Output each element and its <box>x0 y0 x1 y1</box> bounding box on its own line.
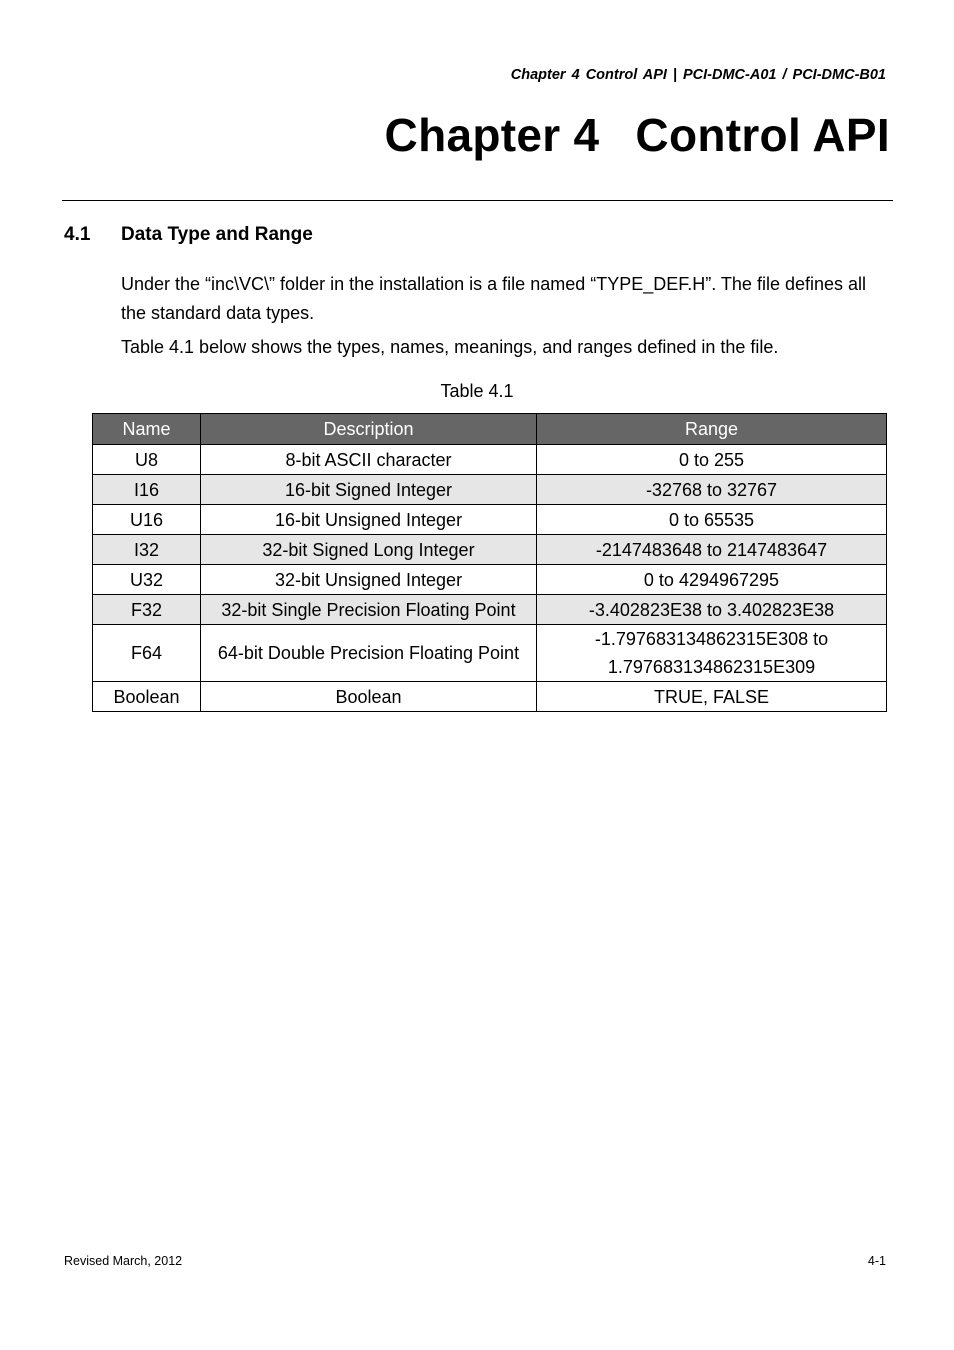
table-row <box>93 625 887 682</box>
cell-name: U32 <box>93 565 201 595</box>
table-row <box>93 535 887 565</box>
cell-description: 64-bit Double Precision Floating Point <box>201 625 537 682</box>
cell-name: I32 <box>93 535 201 565</box>
header-description: Description <box>201 414 537 445</box>
cell-range: -3.402823E38 to 3.402823E38 <box>537 595 887 625</box>
data-type-table <box>92 413 887 712</box>
cell-range: 0 to 4294967295 <box>537 565 887 595</box>
paragraph-intro: Under the “inc\VC\” folder in the installation is a file named “TYPE_DEF.H”. The file defines all the standard data types. <box>121 274 867 323</box>
chapter-name: Control API <box>635 109 890 161</box>
running-header: Chapter 4 Control API | PCI-DMC-A01 / PCI-DMC-B01 <box>510 67 886 83</box>
table-header-row <box>93 414 887 445</box>
section-title: Data Type and Range <box>121 224 313 245</box>
cell-name: I16 <box>93 475 201 505</box>
chapter-label: Chapter 4 <box>384 109 600 161</box>
table-row <box>93 445 887 475</box>
cell-name: F32 <box>93 595 201 625</box>
table-row <box>93 565 887 595</box>
header-name: Name <box>93 414 201 445</box>
section-number: 4.1 <box>64 224 91 245</box>
cell-range: TRUE, FALSE <box>537 682 887 712</box>
cell-range: -2147483648 to 2147483647 <box>537 535 887 565</box>
section-heading <box>64 224 313 246</box>
footer-revision: Revised March, 2012 <box>64 1254 183 1268</box>
cell-range: 0 to 65535 <box>537 505 887 535</box>
cell-description: 32-bit Single Precision Floating Point <box>201 595 537 625</box>
table-row <box>93 505 887 535</box>
table-caption: Table 4.1 <box>440 381 514 401</box>
cell-description: 32-bit Signed Long Integer <box>201 535 537 565</box>
table-row <box>93 595 887 625</box>
table-row <box>93 682 887 712</box>
cell-range: -1.797683134862315E308 to 1.797683134862315E309 <box>537 625 887 682</box>
header-range: Range <box>537 414 887 445</box>
cell-name: F64 <box>93 625 201 682</box>
paragraph-table-reference: Table 4.1 below shows the types, names, meanings, and ranges defined in the file. <box>121 337 779 357</box>
cell-name: U8 <box>93 445 201 475</box>
header-divider <box>62 200 893 201</box>
cell-description: 16-bit Unsigned Integer <box>201 505 537 535</box>
cell-name: Boolean <box>93 682 201 712</box>
cell-range: -32768 to 32767 <box>537 475 887 505</box>
cell-description: 16-bit Signed Integer <box>201 475 537 505</box>
chapter-title <box>385 108 890 162</box>
cell-description: 8-bit ASCII character <box>201 445 537 475</box>
cell-name: U16 <box>93 505 201 535</box>
cell-description: Boolean <box>201 682 537 712</box>
cell-description: 32-bit Unsigned Integer <box>201 565 537 595</box>
page-number: 4-1 <box>867 1254 886 1268</box>
table-row <box>93 475 887 505</box>
cell-range: 0 to 255 <box>537 445 887 475</box>
